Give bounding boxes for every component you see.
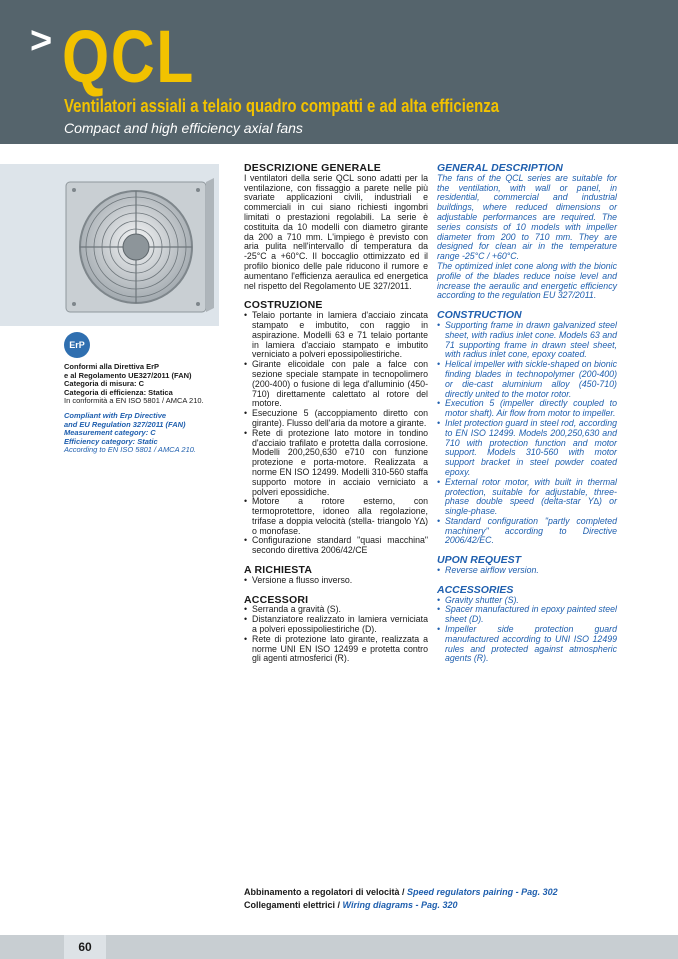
chevron-right-icon: > — [30, 20, 53, 62]
wiring-diagrams-link[interactable]: Collegamenti elettrici / Wiring diagrams - Pag. 320 — [244, 900, 458, 910]
list-item: • External rotor motor, with built in thermal protection, suitable for adjustable, three-phase double speed (delta-star Y∆) or single-phase. — [437, 478, 617, 517]
list-item: • Spacer manufactured in epoxy painted steel sheet (D). — [437, 605, 617, 625]
section-heading: CONSTRUCTION — [437, 309, 522, 322]
list-item: • Telaio portante in lamiera d'acciaio zincata stampato e imbutito, con raggio in aspirazione. Modelli 63 e 71 telaio portante in lamiera d'acciaio stampato e imbutito verniciato a polveri epossipoliestiriche. — [244, 311, 428, 360]
description-text: The fans of the QCL series are suitable for the ventilation, with wall or panel, in residential, commercial and industrial buildings, where reduced dimensions or adjustable performances are required. The series consists of 10 models with impeller diameter from 200 to 710 mm. They are designed for clean air in the temperature range -25°C / +60°C. — [437, 172, 617, 262]
measurement-category-en: Measurement category: C — [64, 428, 156, 438]
efficiency-category-en: Efficiency category: Static — [64, 436, 158, 446]
italian-column — [244, 164, 428, 674]
section-heading: DESCRIZIONE GENERALE — [244, 162, 382, 174]
request-list — [244, 576, 428, 586]
list-item: • Rete di protezione lato girante, realizzata a norme UNI EN ISO 12499 e protetta contro gli agenti atmosferici (R). — [244, 635, 428, 664]
request-list — [437, 566, 617, 576]
list-item: • Motore a rotore esterno, con termoprotettore, idoneo alla regolazione, trifase a doppia velocità (stella- triangolo Y∆) o monofase. — [244, 497, 428, 536]
measurement-category-it: Categoria di misura: C — [64, 379, 145, 389]
list-item: • Gravity shutter (S). — [437, 596, 617, 606]
compliance-en-line1: Compliant with Erp Directive — [64, 410, 167, 420]
conformity-it: In conformità a EN ISO 5801 / AMCA 210. — [64, 396, 204, 406]
english-column — [437, 164, 617, 674]
list-item: • Inlet protection guard in steel rod, according to EN ISO 12499. Models 200,250,630 and 710 with protection function and motor support. Models 310-560 with motor support bracket in steel powder coated epoxy. — [437, 419, 617, 478]
accessories-list — [437, 596, 617, 665]
list-item: • Configurazione standard "quasi macchina" secondo direttiva 2006/42/CE — [244, 536, 428, 556]
erp-badge-icon: ErP — [64, 332, 90, 358]
list-item: • Execution 5 (impeller directly coupled to motor shaft). Air flow from motor to impeller. — [437, 399, 617, 419]
list-item: • Versione a flusso inverso. — [244, 576, 428, 586]
product-code: QCL — [62, 15, 196, 98]
section-heading: ACCESSORIES — [437, 583, 514, 596]
list-item: • Standard configuration "partly completed machinery" according to Directive 2006/42/EC. — [437, 517, 617, 546]
list-item: • Serranda a gravità (S). — [244, 605, 428, 615]
efficiency-category-it: Categoria di efficienza: Statica — [64, 387, 173, 397]
accessories-list — [244, 605, 428, 664]
compliance-en-line2: and EU Regulation 327/2011 (FAN) — [64, 419, 186, 429]
title-english: Compact and high efficiency axial fans — [64, 120, 303, 136]
list-item: • Helical impeller with sickle-shaped on bionic finding blades in technopolymer (200-400) or die-cast aluminium alloy (450-710) directly united to the motor rotor. — [437, 360, 617, 399]
compliance-it-line2: e al Regolamento UE327/2011 (FAN) — [64, 370, 192, 380]
list-item: • Impeller side protection guard manufactured according to UNI ISO 12499 rules and protected against atmospheric agents (R). — [437, 625, 617, 664]
speed-regulators-link[interactable]: Abbinamento a regolatori di velocità / Speed regulators pairing - Pag. 302 — [244, 887, 558, 897]
compliance-it-line1: Conformi alla Direttiva ErP — [64, 362, 160, 371]
axial-fan-image — [64, 176, 216, 318]
list-item: • Rete di protezione lato motore in tondino d'acciaio trafilato e protetta dalla corrosione. Modelli 200,250,630 e710 con funzione protezione e porta-motore. Realizzata a norme EN ISO 12499. Modelli 310-560 staffa supporto motore in acciaio verniciato a polveri epossidiche. — [244, 429, 428, 498]
title-italian: Ventilatori assiali a telaio quadro compatti e ad alta efficienza — [64, 96, 500, 116]
list-item: • Esecuzione 5 (accoppiamento diretto con girante). Flusso dell'aria da motore a girante. — [244, 409, 428, 429]
section-heading: COSTRUZIONE — [244, 299, 323, 312]
construction-list — [437, 321, 617, 546]
section-heading: UPON REQUEST — [437, 554, 522, 567]
compliance-notes — [64, 363, 224, 455]
section-heading: A RICHIESTA — [244, 564, 313, 577]
construction-list — [244, 311, 428, 556]
page-number: 60 — [64, 935, 106, 959]
list-item: • Distanziatore realizzato in lamiera verniciata a polveri epossipoliestiriche (D). — [244, 615, 428, 635]
list-item: • Supporting frame in drawn galvanized steel sheet, with radius inlet cone. Models 63 and 71 supporting frame in drawn steel sheet, with radius inlet cone, epoxy coated. — [437, 321, 617, 360]
description-text: I ventilatori della serie QCL sono adatti per la ventilazione, con fissaggio a parete nelle più svariate applicazioni civili, industriali e commerciali in cui siano richiesti ingombri limitati o prestazioni regolabili. La serie è costituita da 10 modelli con diametro girante da 200 a 710 mm. L'impiego è previsto con aria pulita nell'intervallo di temperatura da -25°C a +60°C. Il boccaglio ottimizzato ed il profilo bionico delle pale riducono il rumore e aumentano l'efficienza aeraulica ed energetica nel rispetto del Regolamento UE 327/2011. — [244, 172, 428, 291]
conformity-en: According to EN ISO 5801 / AMCA 210. — [64, 445, 197, 455]
section-heading: ACCESSORI — [244, 593, 309, 606]
list-item: • Girante elicoidale con pale a falce con sezione speciale stampate in tecnopolimero (200-400) o fusione di lega d'alluminio (450-710) direttamente calettato al rotore del motore. — [244, 360, 428, 409]
page-header — [0, 0, 678, 144]
description-text-2: The optimized inlet cone along with the bionic profile of the blades reduce noise level and increase the aeraulic and energetic efficiency according to the regulation EU 327/2011. — [437, 260, 617, 301]
cross-reference-links — [244, 886, 558, 912]
section-heading: GENERAL DESCRIPTION — [437, 162, 563, 174]
list-item: • Reverse airflow version. — [437, 566, 617, 576]
